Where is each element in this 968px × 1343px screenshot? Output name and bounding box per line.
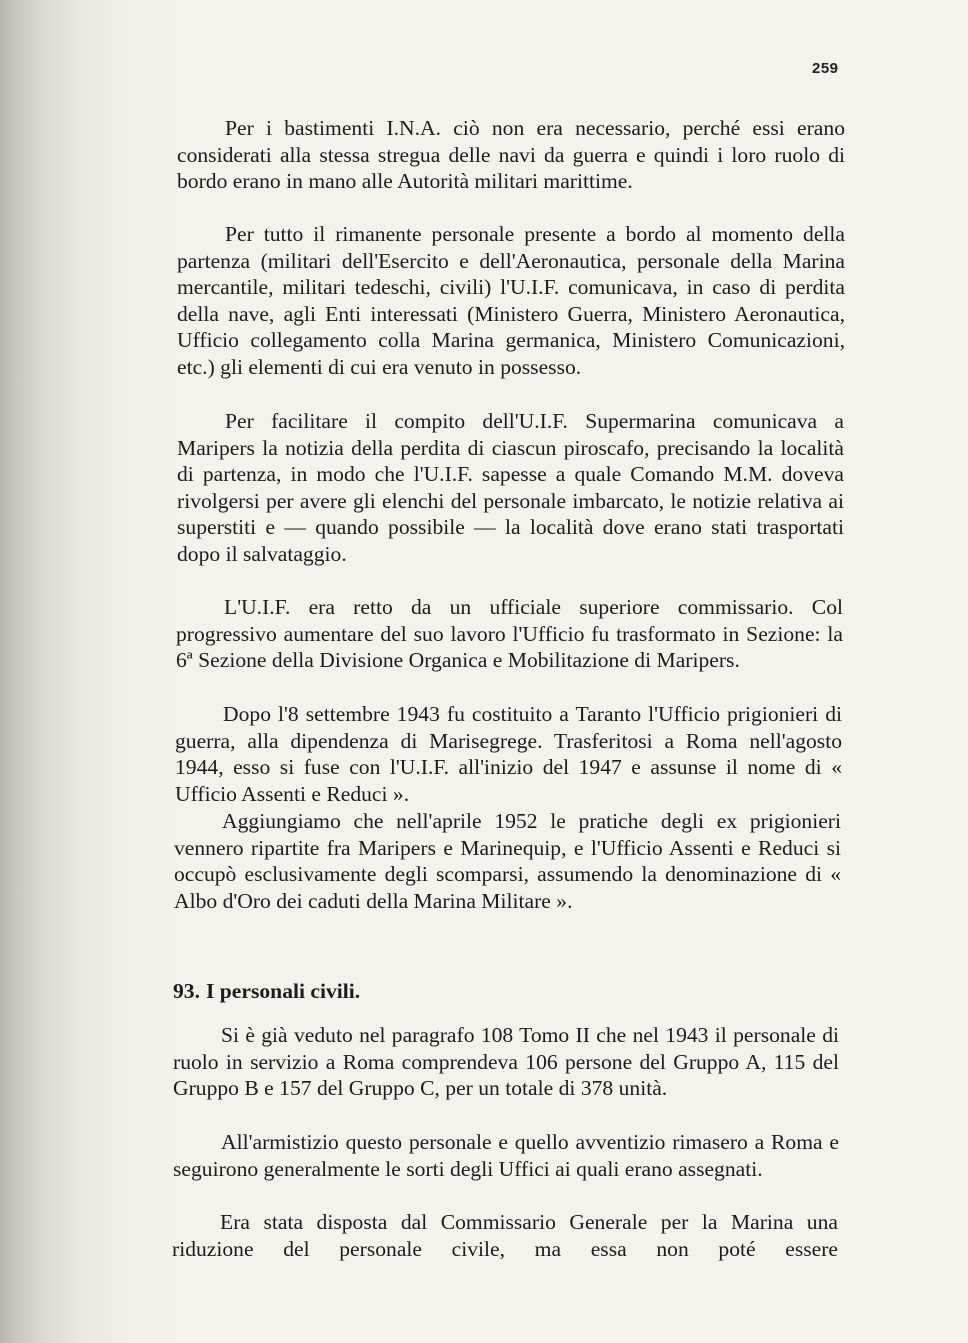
paragraph-supermarina: Per facilitare il compito dell'U.I.F. Supermarina comunicava a Maripers la notizia della perdita di ciascun piroscafo, precisando la località di partenza, in modo che l'U.I.F. sapesse a quale Comando M.M. doveva rivolgersi per avere gli elenchi del personale imbarcato, le notizie relativa ai superstiti e — quando possibile — la località dove erano stati trasportati dopo il salvataggio. bbox=[177, 409, 844, 566]
paragraph-personnel-count: Si è già veduto nel paragrafo 108 Tomo II che nel 1943 il personale di ruolo in servizio a Roma comprendeva 106 persone del Gruppo A, 115 del Gruppo B e 157 del Gruppo C, per un totale di 378 unità. bbox=[173, 1023, 839, 1101]
paragraph-prisoners-office: Dopo l'8 settembre 1943 fu costituito a Taranto l'Ufficio prigionieri di guerra, alla dipendenza di Marisegrege. Trasferitosi a Roma nell'agosto 1944, esso si fuse con l'U.I.F. all'inizio del 1947 e assunse il nome di « Ufficio Assenti e Reduci ». bbox=[175, 702, 842, 806]
paragraph-reduction: Era stata disposta dal Commissario Generale per la Marina una riduzione del personale civile, ma essa non poté essere bbox=[172, 1210, 838, 1261]
paragraph-remaining-personnel: Per tutto il rimanente personale presente a bordo al momento della partenza (militari dell'Esercito e dell'Aeronautica, personale della Marina mercantile, militari tedeschi, civili) l'U.I.F. comunicava, in caso di perdita della nave, agli Enti interessati (Ministero Guerra, Ministero Aeronautica, Ufficio collegamento colla Marina germanica, Ministero Comunicazioni, etc.) gli elementi di cui era venuto in possesso. bbox=[177, 222, 845, 379]
paragraph-albo-oro: Aggiungiamo che nell'aprile 1952 le pratiche degli ex prigionieri vennero ripartite fra Maripers e Marinequip, e l'Ufficio Assenti e Reduci si occupò esclusivamente degli scomparsi, assumendo la denominazione di « Albo d'Oro dei caduti della Marina Militare ». bbox=[174, 809, 841, 913]
paragraph-ina-ships: Per i bastimenti I.N.A. ciò non era necessario, perché essi erano considerati alla stessa stregua delle navi da guerra e quindi i loro ruolo di bordo erano in mano alle Autorità militari marittime. bbox=[177, 116, 845, 194]
section-heading bbox=[173, 978, 360, 1005]
section-title: I personali civili. bbox=[206, 979, 361, 1003]
paragraph-armistice: All'armistizio questo personale e quello avventizio rimasero a Roma e seguirono generalmente le sorti degli Uffici ai quali erano assegnati. bbox=[173, 1130, 839, 1181]
section-number: 93. bbox=[173, 979, 200, 1003]
page-number: 259 bbox=[812, 60, 839, 77]
paragraph-uif-office: L'U.I.F. era retto da un ufficiale superiore commissario. Col progressivo aumentare del suo lavoro l'Ufficio fu trasformato in Sezione: la 6ª Sezione della Divisione Organica e Mobilitazione di Maripers. bbox=[176, 595, 843, 673]
